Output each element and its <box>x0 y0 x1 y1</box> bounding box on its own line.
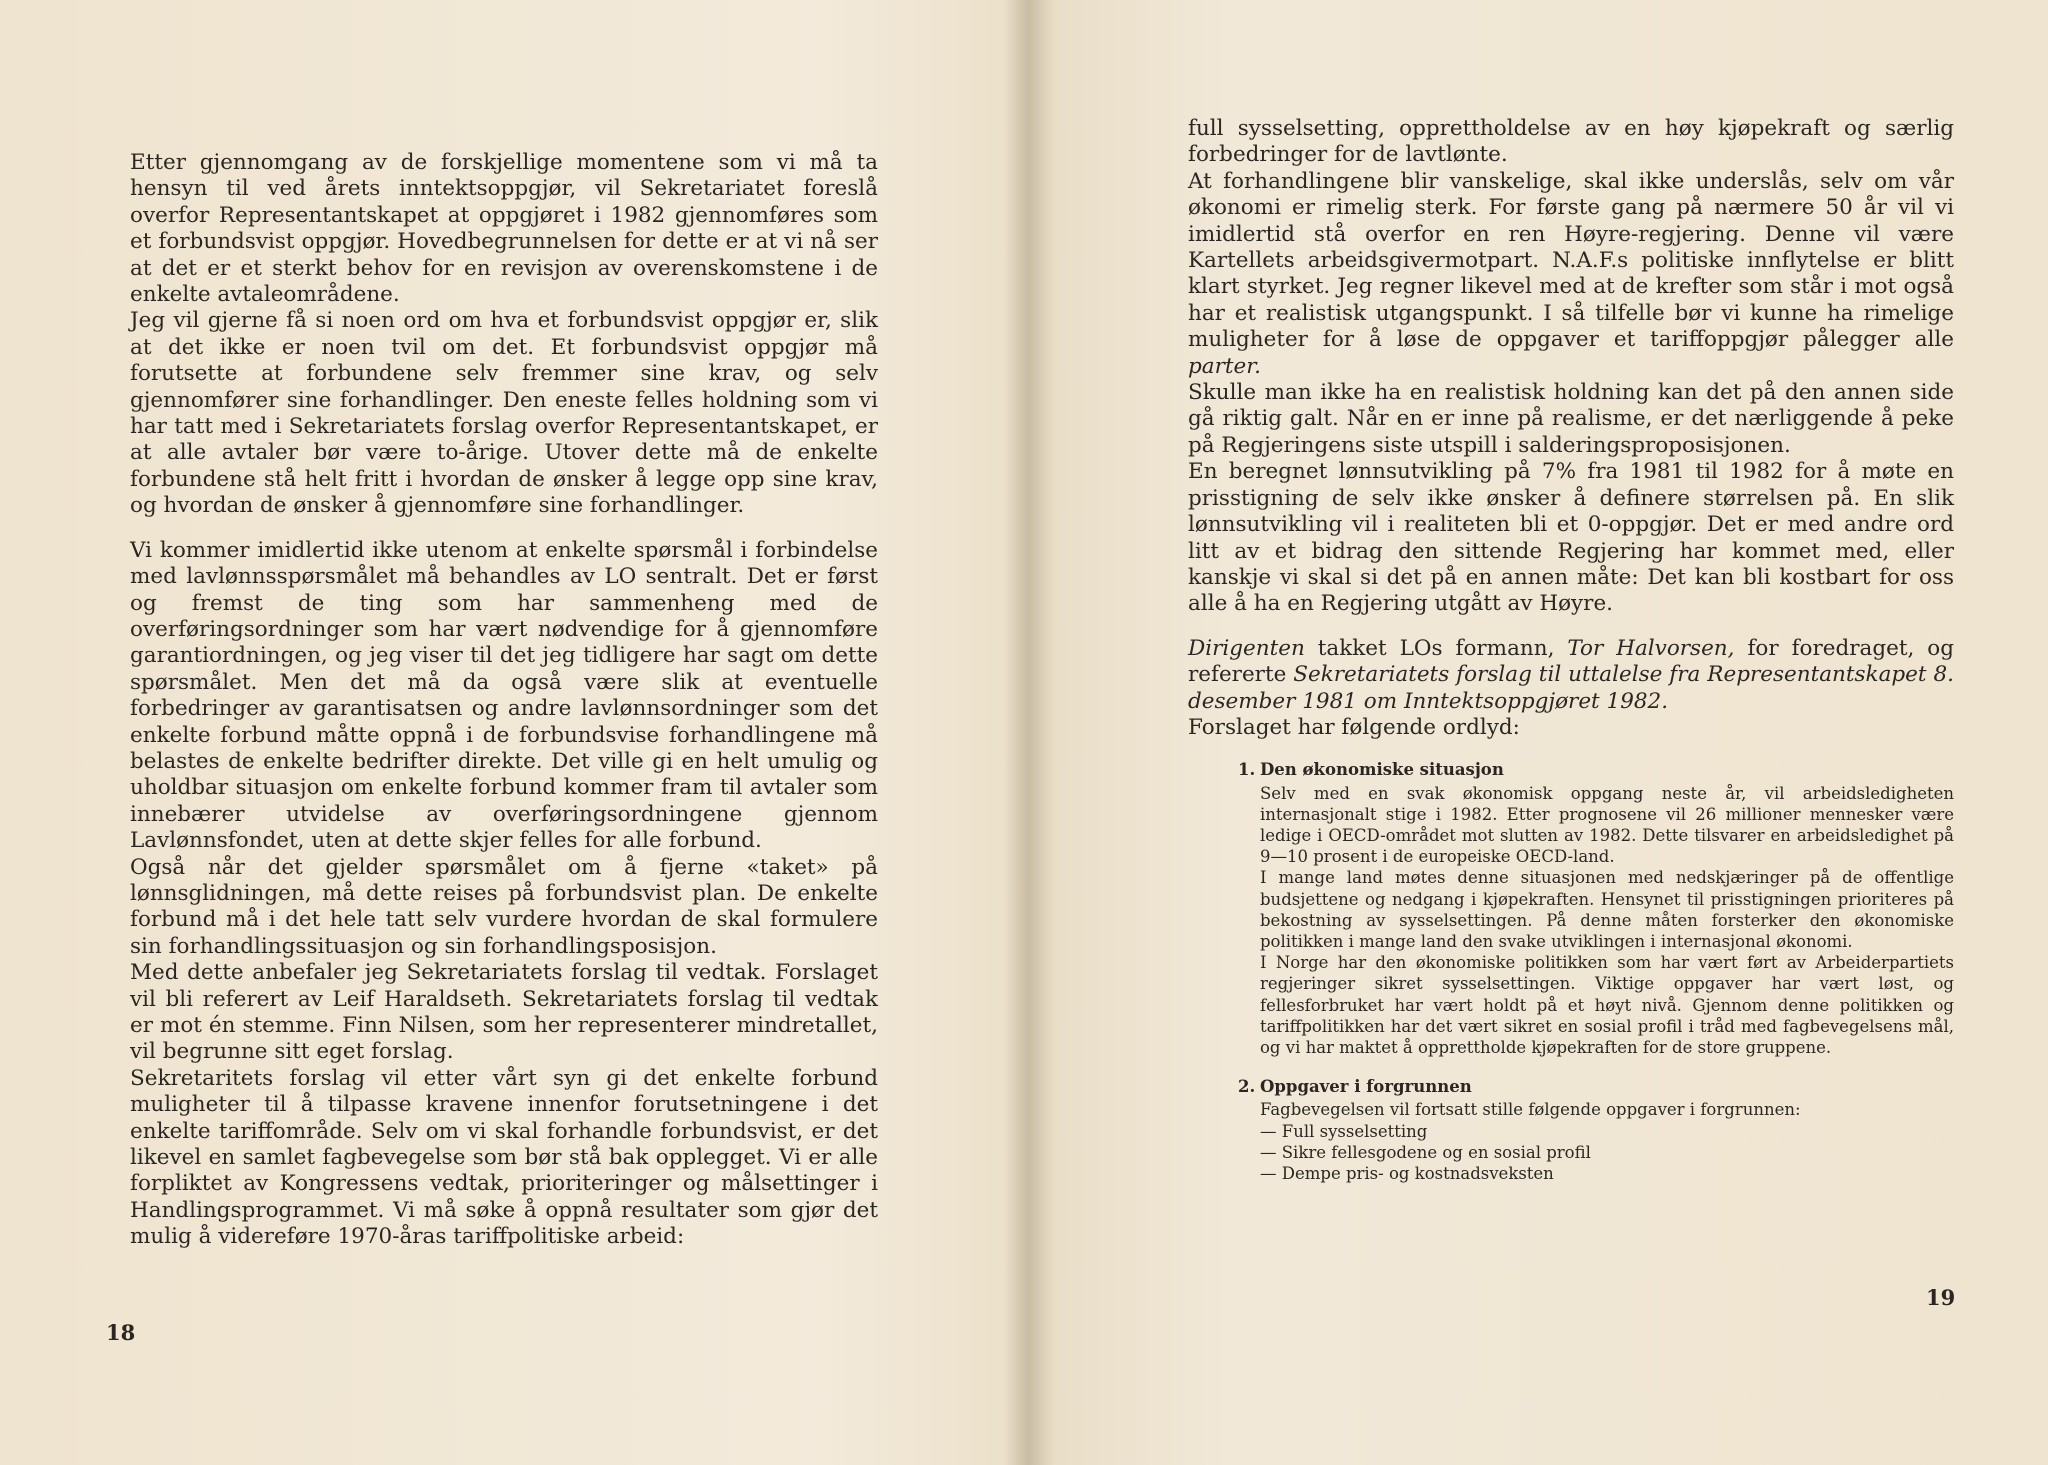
dirigent-text: takket LOs formann, <box>1304 635 1568 661</box>
list-item: — Full sysselsetting <box>1260 1121 1428 1141</box>
left-page <box>0 0 1022 1465</box>
section-title: Oppgaver i forgrunnen <box>1260 1077 1472 1097</box>
section-heading <box>1238 1076 1954 1097</box>
page-number: 19 <box>1926 1285 1956 1310</box>
paragraph: Etter gjennomgang av de forskjellige momentene som vi må ta hensyn til ved årets inntektsoppgjør, vil Sekretariatet foreslå overfor Representantskapet at oppgjøret i 1982 gjennomføres som et forbundsvist oppgjør. Hovedbegrunnelsen for dette er at vi nå ser at det er et sterkt behov for en revisjon av overenskomstene i de enkelte avtaleområdene. <box>130 150 878 308</box>
list-item: — Dempe pris- og kostnadsveksten <box>1260 1164 1554 1183</box>
italic-word: parter. <box>1188 353 1261 379</box>
paragraph <box>1188 169 1954 380</box>
dirigent-text: for foredraget, og refererte <box>1188 635 1954 688</box>
left-text-column <box>130 150 878 1251</box>
task-list <box>1260 1121 1954 1185</box>
section-paragraph: Selv med en svak økonomisk oppgang neste år, vil arbeidsledigheten internasjonalt stige i 1982. Etter prognosene vil 26 millioner mennesker være ledige i OECD-området mot slutten av 1982. Dette tilsvarer en arbeidsledighet på 9—10 prosent i de europeiske OECD-land. <box>1260 783 1954 867</box>
section-heading <box>1238 759 1954 780</box>
section-1 <box>1188 759 1954 1058</box>
section-paragraph: I mange land møtes denne situasjonen med nedskjæringer på de offentlige budsjettene og nedgang i kjøpekraften. Hensynet til prisstigningen prioriteres på bekostning av sysselsettingen. På denne måten forsterker den økonomiske politikken i mange land den svake utviklingen i internasjonal økonomi. <box>1260 868 1954 951</box>
proposal-title: Sekretariatets forslag til uttalelse fra Representantskapet 8. desember 1981 om Inntektsoppgjøret 1982. <box>1188 662 1954 714</box>
forslag-intro: Forslaget har følgende ordlyd: <box>1188 714 1520 740</box>
paragraph: Med dette anbefaler jeg Sekretariatets forslag til vedtak. Forslaget vil bli referert av Leif Haraldseth. Sekretariatets forslag til vedtak er mot én stemme. Finn Nilsen, som her representerer mindretallet, vil begrunne sitt eget forslag. <box>130 960 878 1065</box>
list-item: — Sikre fellesgodene og en sosial profil <box>1260 1142 1591 1162</box>
dirigent-label: Dirigenten <box>1188 635 1305 661</box>
paragraph: Også når det gjelder spørsmålet om å fjerne «taket» på lønnsglidningen, må dette reises på forbundsvist plan. De enkelte forbund må i det hele tatt selv vurdere hvordan de skal formulere sin forhandlingssituasjon og sin forhandlingsposisjon. <box>130 854 878 959</box>
paragraph: Sekretaritets forslag vil etter vårt syn gi det enkelte forbund muligheter til å tilpasse kravene innenfor forutsetningene i det enkelte tariffområde. Selv om vi skal forhandle forbundsvist, er det likevel en samlet fagbevegelse som bør stå bak opplegget. Vi er alle forpliktet av Kongressens vedtak, prioriteringer og målsettinger i Handlingsprogrammet. Vi må søke å oppnå resultater som gjør det mulig å videreføre 1970-åras tariffpolitiske arbeid: <box>130 1065 878 1250</box>
speaker-name: Tor Halvorsen, <box>1567 635 1735 661</box>
paragraph-text: At forhandlingene blir vanskelige, skal ikke underslås, selv om vår økonomi er rimelig sterk. For første gang på nærmere 50 år vil vi imidlertid stå overfor en ren Høyre-regjering. Denne vil være Kartellets arbeidsgivermotpart. N.A.F.s politiske innflytelse er blitt klart styrket. Jeg regner likevel med at de krefter som står i mot også har et realistisk utgangspunkt. I så tilfelle bør vi kunne ha rimelige muligheter for å løse de oppgaver et tariffoppgjør pålegger alle <box>1188 168 1954 353</box>
paragraph: Vi kommer imidlertid ikke utenom at enkelte spørsmål i forbindelse med lavlønnsspørsmålet må behandles av LO sentralt. Det er først og fremst de ting som har sammenheng med de overføringsordninger som har vært nødvendige for å gjennomføre garantiordningen, og jeg viser til det jeg tidligere har sagt om dette spørsmålet. Men det må da også være slik at eventuelle forbedringer av garantisatsen og andre lavlønnsordninger som det enkelte forbund måtte oppnå i de forbundsvise forhandlingene må belastes de enkelte bedrifter direkte. Det ville gi en helt umulig og uholdbar situasjon om enkelte forbund kommer fram til avtaler som innebærer utvidelse av overføringsordningene gjennom Lavlønnsfondet, uten at dette skjer felles for alle forbund. <box>130 537 878 854</box>
paragraph: Jeg vil gjerne få si noen ord om hva et forbundsvist oppgjør er, slik at det ikke er noen tvil om det. Et forbundsvist oppgjør må forutsette at forbundene selv fremmer sine krav, og selv gjennomfører sine forhandlinger. Den eneste felles holdning som vi har tatt med i Sekretariatets forslag overfor Representantskapet, er at alle avtaler bør være to-årige. Utover dette må de enkelte forbundene stå helt fritt i hvordan de ønsker å legge opp sine krav, og hvordan de ønsker å gjennomføre sine forhandlinger. <box>130 308 878 519</box>
page-number: 18 <box>106 1320 136 1345</box>
paragraph: full sysselsetting, opprettholdelse av en høy kjøpekraft og særlig forbedringer for de lavtlønte. <box>1188 116 1954 168</box>
section-title: Den økonomiske situasjon <box>1260 760 1504 780</box>
section-paragraph: Fagbevegelsen vil fortsatt stille følgende oppgaver i forgrunnen: <box>1260 1100 1801 1120</box>
section-number: 1. <box>1238 760 1256 780</box>
section-2 <box>1188 1076 1954 1184</box>
paragraph: Skulle man ikke ha en realistisk holdning kan det på den annen side gå riktig galt. Når en er inne på realisme, er det nærliggende å peke på Regjeringens siste utspill i salderingsproposisjonen. <box>1188 380 1954 458</box>
right-text-column <box>1188 116 1954 1184</box>
right-page <box>1026 0 2048 1465</box>
section-number: 2. <box>1238 1077 1256 1097</box>
section-paragraph: I Norge har den økonomiske politikken som har vært ført av Arbeiderpartiets regjeringer sikret sysselsettingen. Viktige oppgaver har vært løst, og fellesforbruket har vært holdt på et høyt nivå. Gjennom denne politikken og tariffpolitikken har det vært sikret en sosial profil i tråd med fagbevegelsens mål, og vi har maktet å opprettholde kjøpekraften for de store gruppene. <box>1260 953 1954 1057</box>
paragraph: En beregnet lønnsutvikling på 7% fra 1981 til 1982 for å møte en prisstigning de selv ikke ønsker å definere størrelsen på. En slik lønnsutvikling vil i realiteten bli et 0-oppgjør. Det er med andre ord litt av et bidrag den sittende Regjering har kommet med, eller kanskje vi skal si det på en annen måte: Det kan bli kostbart for oss alle å ha en Regjering utgått av Høyre. <box>1188 459 1954 617</box>
dirigent-paragraph <box>1188 636 1954 715</box>
